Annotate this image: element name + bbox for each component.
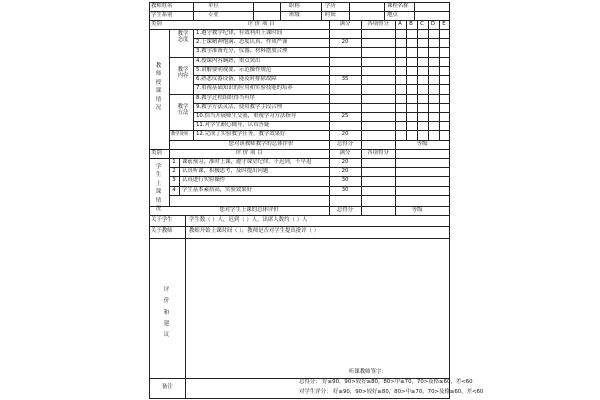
rule [253,2,254,20]
rule [361,149,362,215]
grade-e-header: E [442,21,446,27]
comments-label: 评价和建议 [163,287,170,339]
rule [149,149,450,150]
teacher-grade-label: 等级 [416,141,428,147]
student-section-label: 学生上课情况 [155,164,162,212]
student-grade-label: 等级 [411,207,423,213]
rule [149,238,450,239]
teacher-item: 12.完成了实验教学任务，教学效果好 [196,131,286,137]
group-label-method: 教学方法 [177,104,189,117]
student-overall-label: 您对学生上课的总体评价 [219,207,279,213]
rule [449,2,450,398]
teacher-item: 6.熟悉仪器设备，能及时排除故障 [196,76,277,82]
rule [185,215,186,398]
about-students-text: 学生数（ ）人，迟到（ ）人，出席人数约（ ）人 [189,217,308,223]
rule [384,2,385,20]
student-item-number: 4 [172,187,176,193]
rule [169,140,450,141]
full-score-header: 满分 [339,21,351,27]
student-category-header: 类别 [151,150,162,156]
group-score: 25 [341,113,349,119]
teacher-item: 3.教学准备充分，仪器、材料摆放合理 [196,48,288,54]
teacher-item: 10.恰当开展师生交流，重视学习方法指导 [196,113,297,119]
unit-label: 单位 [208,3,219,9]
notes-label: 备注 [162,384,173,390]
rule [414,2,415,20]
rule [417,20,418,140]
grade-b-header: B [409,21,413,27]
rule [149,226,450,227]
rule [349,2,350,20]
group-label-content: 教学内容 [177,67,189,80]
group-score: 35 [341,76,349,82]
rule [193,2,194,20]
student-item: 认真听课，积极思考，及时提出问题 [182,168,269,174]
teacher-total-label: 总得分 [336,141,354,147]
rule [149,29,450,30]
rule [179,158,180,195]
student-item: 学生基本素质高，实验效果好 [182,187,253,193]
rule [406,20,407,140]
student-item: 认真进行实验操作 [182,177,226,183]
time-label: 时间 [325,12,336,18]
rule [439,20,440,140]
category-header: 类别 [151,21,162,27]
rule [149,215,450,216]
student-item-score: 20 [341,159,349,165]
rule [395,149,396,215]
degree-label: 学历 [325,3,336,9]
teacher-item: 2.上课精神饱满、态度认真、作风严谨 [196,39,288,45]
student-total-label: 总得分 [336,207,354,213]
rule [149,206,450,207]
teacher-item: 8.教学过程组织得当有序 [196,95,256,101]
class-label: 班级 [289,12,300,18]
student-item-number: 3 [172,177,176,183]
item-score-header: 各项得分 [367,21,389,27]
teacher-section-label: 教师授课情况 [155,63,162,111]
group-label-effect: 教学效果 [171,132,189,137]
grade-a-header: A [398,21,402,27]
group-score: 20 [341,131,349,137]
rule [193,29,194,140]
course-name-label: 课程名称 [387,3,409,9]
student-item-score-header: 各项得分 [367,150,389,156]
teacher-item: 5.讲解要明视要、示范操作规范 [196,67,272,73]
evaluation-form [149,0,484,400]
teacher-item: 9.教学方法灵活，使用教学手段合理 [196,104,283,110]
student-item-score: 30 [341,177,349,183]
rule [169,195,450,196]
grade-d-header: D [430,21,436,27]
rule [149,20,450,21]
group-label-attitude: 教学态度 [177,31,189,44]
rule [321,2,322,20]
rule [329,20,330,149]
about-teacher-label: 关于教师 [151,228,173,234]
student-items-header: 评 价 项 目 [235,150,263,156]
teacher-item: 4.授课内容娴熟，重点突出 [196,58,261,64]
about-teacher-text: 教师开始上课时间（ ），教师是否对学生提出批评（ ） [189,228,320,234]
teacher-item: 1.遵守教学纪律，有效利用上课时间 [196,30,283,36]
rule [361,20,362,149]
rule [395,140,396,149]
notes-line-1: 总得分： 好≥90，90>较好≥80，80>中≥70，70>及格≥60，差<60 [299,379,473,385]
student-dept-label: 学生系别 [151,12,173,18]
teacher-name-label: 教师姓名 [151,3,173,9]
signature-label: 听课教师签字： [349,369,387,375]
group-score: 20 [341,39,349,45]
grade-c-header: C [420,21,424,27]
teacher-item: 11.对学生耐心辅导，认真答疑 [196,122,270,128]
teacher-item: 7.重视基础知识的应用和实验技能的培养 [196,85,293,91]
notes-line-2: 对学生评分： 好≥90，90>较好≥80，80>中≥70，70>及格≥60，差<60 [299,389,484,395]
major-label: 专业 [208,12,219,18]
items-header: 评 价 项 目 [247,21,275,27]
title-label: 职称 [289,3,300,9]
student-item: 课前预习，准时上课，遵守课堂纪律，不迟到，不早退 [182,159,312,165]
rule [329,149,330,215]
student-item-score: 20 [341,168,349,174]
rule [428,20,429,140]
teacher-overall-label: 您对该教师教学的总体评价 [228,141,294,147]
student-full-score-header: 满分 [339,150,351,156]
rule [280,2,281,20]
student-item-number: 2 [172,168,176,174]
rule [395,20,396,140]
about-students-label: 关于学生 [151,217,173,223]
rule [149,398,450,399]
rule [149,2,150,398]
rule [169,29,170,149]
student-item-score: 30 [341,187,349,193]
rule [169,149,170,206]
student-item-number: 1 [172,159,176,165]
place-label: 地点 [387,12,398,18]
